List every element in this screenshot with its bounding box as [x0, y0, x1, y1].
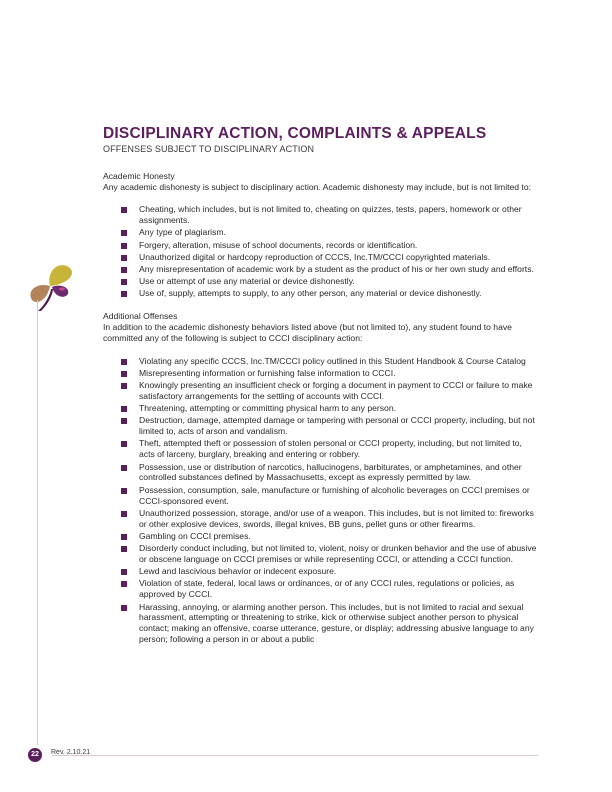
list-item: Forgery, alteration, misuse of school documents, records or identification. [120, 240, 537, 251]
list-item: Threatening, attempting or committing physical harm to any person. [120, 403, 537, 414]
list-item: Possession, consumption, sale, manufacture or furnishing of alcoholic beverages on CCCI premises or CCCI-sponsored event. [120, 485, 537, 507]
footer-rule [52, 755, 538, 756]
list-item: Theft, attempted theft or possession of stolen personal or CCCI property, including, but not limited to, acts of larceny, burglary, breaking and entering or robbery. [120, 438, 537, 460]
page-title: DISCIPLINARY ACTION, COMPLAINTS & APPEALS [103, 125, 487, 142]
list-item: Misrepresenting information or furnishing false information to CCCI. [120, 368, 537, 379]
butterfly-logo-icon [24, 262, 82, 312]
list-item: Use of, supply, attempts to supply, to any other person, any material or device dishonestly. [120, 288, 537, 299]
list-item: Use or attempt of use any material or device dishonestly. [120, 276, 537, 287]
list-item: Violating any specific CCCS, Inc.TM/CCCI policy outlined in this Student Handbook & Course Catalog [120, 356, 537, 367]
list-item: Any type of plagiarism. [120, 227, 537, 238]
list-item: Any misrepresentation of academic work by a student as the product of his or her own study and efforts. [120, 264, 537, 275]
list-item: Lewd and lascivious behavior or indecent exposure. [120, 566, 537, 577]
list-item: Possession, use or distribution of narcotics, hallucinogens, barbiturates, or amphetamines, and other controlled substances defined by Massachusetts, except as expressly permitted by law. [120, 462, 537, 484]
margin-rule [37, 300, 38, 745]
academic-honesty-list [103, 204, 537, 299]
page-content [103, 124, 537, 657]
academic-honesty-intro: Any academic dishonesty is subject to disciplinary action. Academic dishonesty may include, but is not limited to: [103, 182, 531, 192]
additional-offenses-list [103, 356, 537, 646]
list-item: Destruction, damage, attempted damage or tampering with personal or CCCI property, including, but not limited to, acts of arson and vandalism. [120, 415, 537, 437]
academic-honesty-heading: Academic Honesty [103, 171, 175, 181]
list-item: Unauthorized digital or hardcopy reproduction of CCCS, Inc.TM/CCCI copyrighted materials. [120, 252, 537, 263]
page-number-badge: 22 [28, 748, 42, 762]
list-item: Disorderly conduct including, but not limited to, violent, noisy or drunken behavior and the use of abusive or obscene language on CCCI premises or while representing CCCI, or attending a CCCI function. [120, 543, 537, 565]
list-item: Cheating, which includes, but is not limited to, cheating on quizzes, tests, papers, homework or other assignments. [120, 204, 537, 226]
revision-label: Rev. 2.10.21 [51, 749, 91, 756]
list-item: Gambling on CCCI premises. [120, 531, 537, 542]
list-item: Violation of state, federal, local laws or ordinances, or of any CCCI rules, regulations or policies, as approved by CCCI. [120, 578, 537, 600]
additional-offenses-intro: In addition to the academic dishonesty behaviors listed above (but not limited to), any student found to have committed any of the following is subject to CCCI disciplinary action: [103, 322, 512, 344]
list-item: Unauthorized possession, storage, and/or use of a weapon. This includes, but is not limited to: fireworks or other explosive devices, swords, illegal knives, BB guns, pellet guns or other firearms. [120, 508, 537, 530]
list-item: Harassing, annoying, or alarming another person. This includes, but is not limited to racial and sexual harassment, attempting or threatening to strike, kick or otherwise subject another person to physical contact; making an offensive, coarse utterance, gesture, or display; addressing abusive language to any person; following a person in or about a public [120, 602, 537, 646]
list-item: Knowingly presenting an insufficient check or forging a document in payment to CCCI or failure to make satisfactory arrangements for the settling of accounts with CCCI. [120, 380, 537, 402]
page-subtitle: OFFENSES SUBJECT TO DISCIPLINARY ACTION [103, 144, 315, 154]
additional-offenses-heading: Additional Offenses [103, 311, 178, 322]
